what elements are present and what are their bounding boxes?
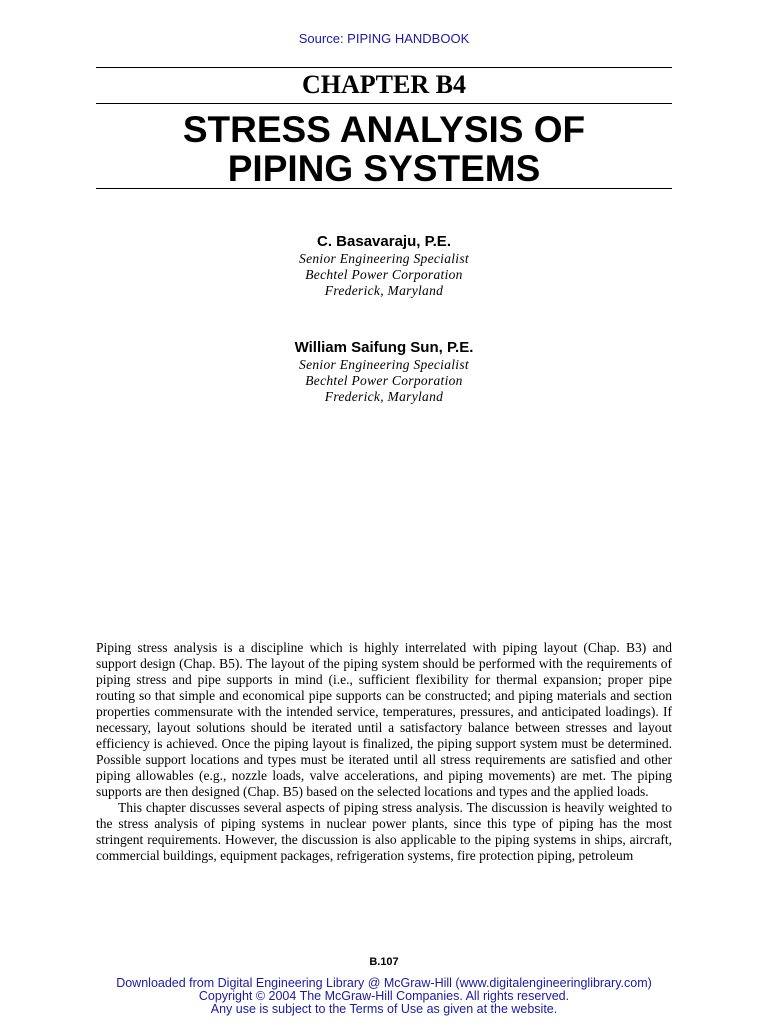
chapter-title-line-1: STRESS ANALYSIS OF — [182, 109, 586, 150]
author-location: Frederick, Maryland — [324, 283, 444, 298]
body-text — [96, 640, 672, 864]
chapter-title-line-2: PIPING SYSTEMS — [227, 148, 541, 189]
footer-download-line[interactable]: Downloaded from Digital Engineering Library @ McGraw-Hill (www.digitalengineeringlibrary.com) — [116, 976, 652, 990]
footer-copyright-line: Copyright © 2004 The McGraw-Hill Companies. All rights reserved. — [198, 989, 570, 1003]
author-block-1 — [0, 233, 768, 299]
author-name: C. Basavaraju, P.E. — [317, 233, 451, 250]
body-paragraph-2: This chapter discusses several aspects of piping stress analysis. The discussion is heavily weighted to the stress analysis of piping systems in nuclear power plants, since this type of piping has the most stringent requirements. However, the discussion is also applicable to the piping systems in ships, aircraft, commercial buildings, equipment packages, refrigeration systems, fire protection piping, petroleum — [96, 800, 672, 863]
author-company: Bechtel Power Corporation — [305, 373, 463, 388]
chapter-rule — [96, 103, 672, 104]
author-title: Senior Engineering Specialist — [299, 251, 469, 266]
author-block-2 — [0, 339, 768, 405]
page-number: B.107 — [369, 956, 399, 968]
source-header: Source: PIPING HANDBOOK — [298, 31, 470, 46]
chapter-label: CHAPTER B4 — [302, 70, 466, 99]
body-paragraph-1: Piping stress analysis is a discipline which is highly interrelated with piping layout (Chap. B3) and support design (Chap. B5). The layout of the piping system should be performed with the requirements of piping stress and pipe supports in mind (i.e., sufficient flexibility for thermal expansion; proper pipe routing so that simple and economical pipe supports can be constructed; and piping materials and section properties commensurate with the intended service, temperatures, pressures, and anticipated loadings). If necessary, layout solutions should be iterated until a satisfactory balance between stresses and layout efficiency is achieved. Once the piping layout is finalized, the piping support system must be determined. Possible support locations and types must be iterated until all stress requirements are satisfied and other piping allowables (e.g., nozzle loads, valve accelerations, and piping movements) are met. The piping supports are then designed (Chap. B5) based on the selected locations and types and the applied loads. — [96, 640, 672, 799]
chapter-title — [0, 110, 768, 188]
author-title: Senior Engineering Specialist — [299, 357, 469, 372]
footer-terms-line[interactable]: Any use is subject to the Terms of Use as given at the website. — [210, 1002, 558, 1016]
footer-notice — [0, 977, 768, 1016]
title-rule — [96, 188, 672, 189]
author-location: Frederick, Maryland — [324, 389, 444, 404]
author-name: William Saifung Sun, P.E. — [294, 339, 474, 356]
author-company: Bechtel Power Corporation — [305, 267, 463, 282]
top-rule — [96, 67, 672, 68]
